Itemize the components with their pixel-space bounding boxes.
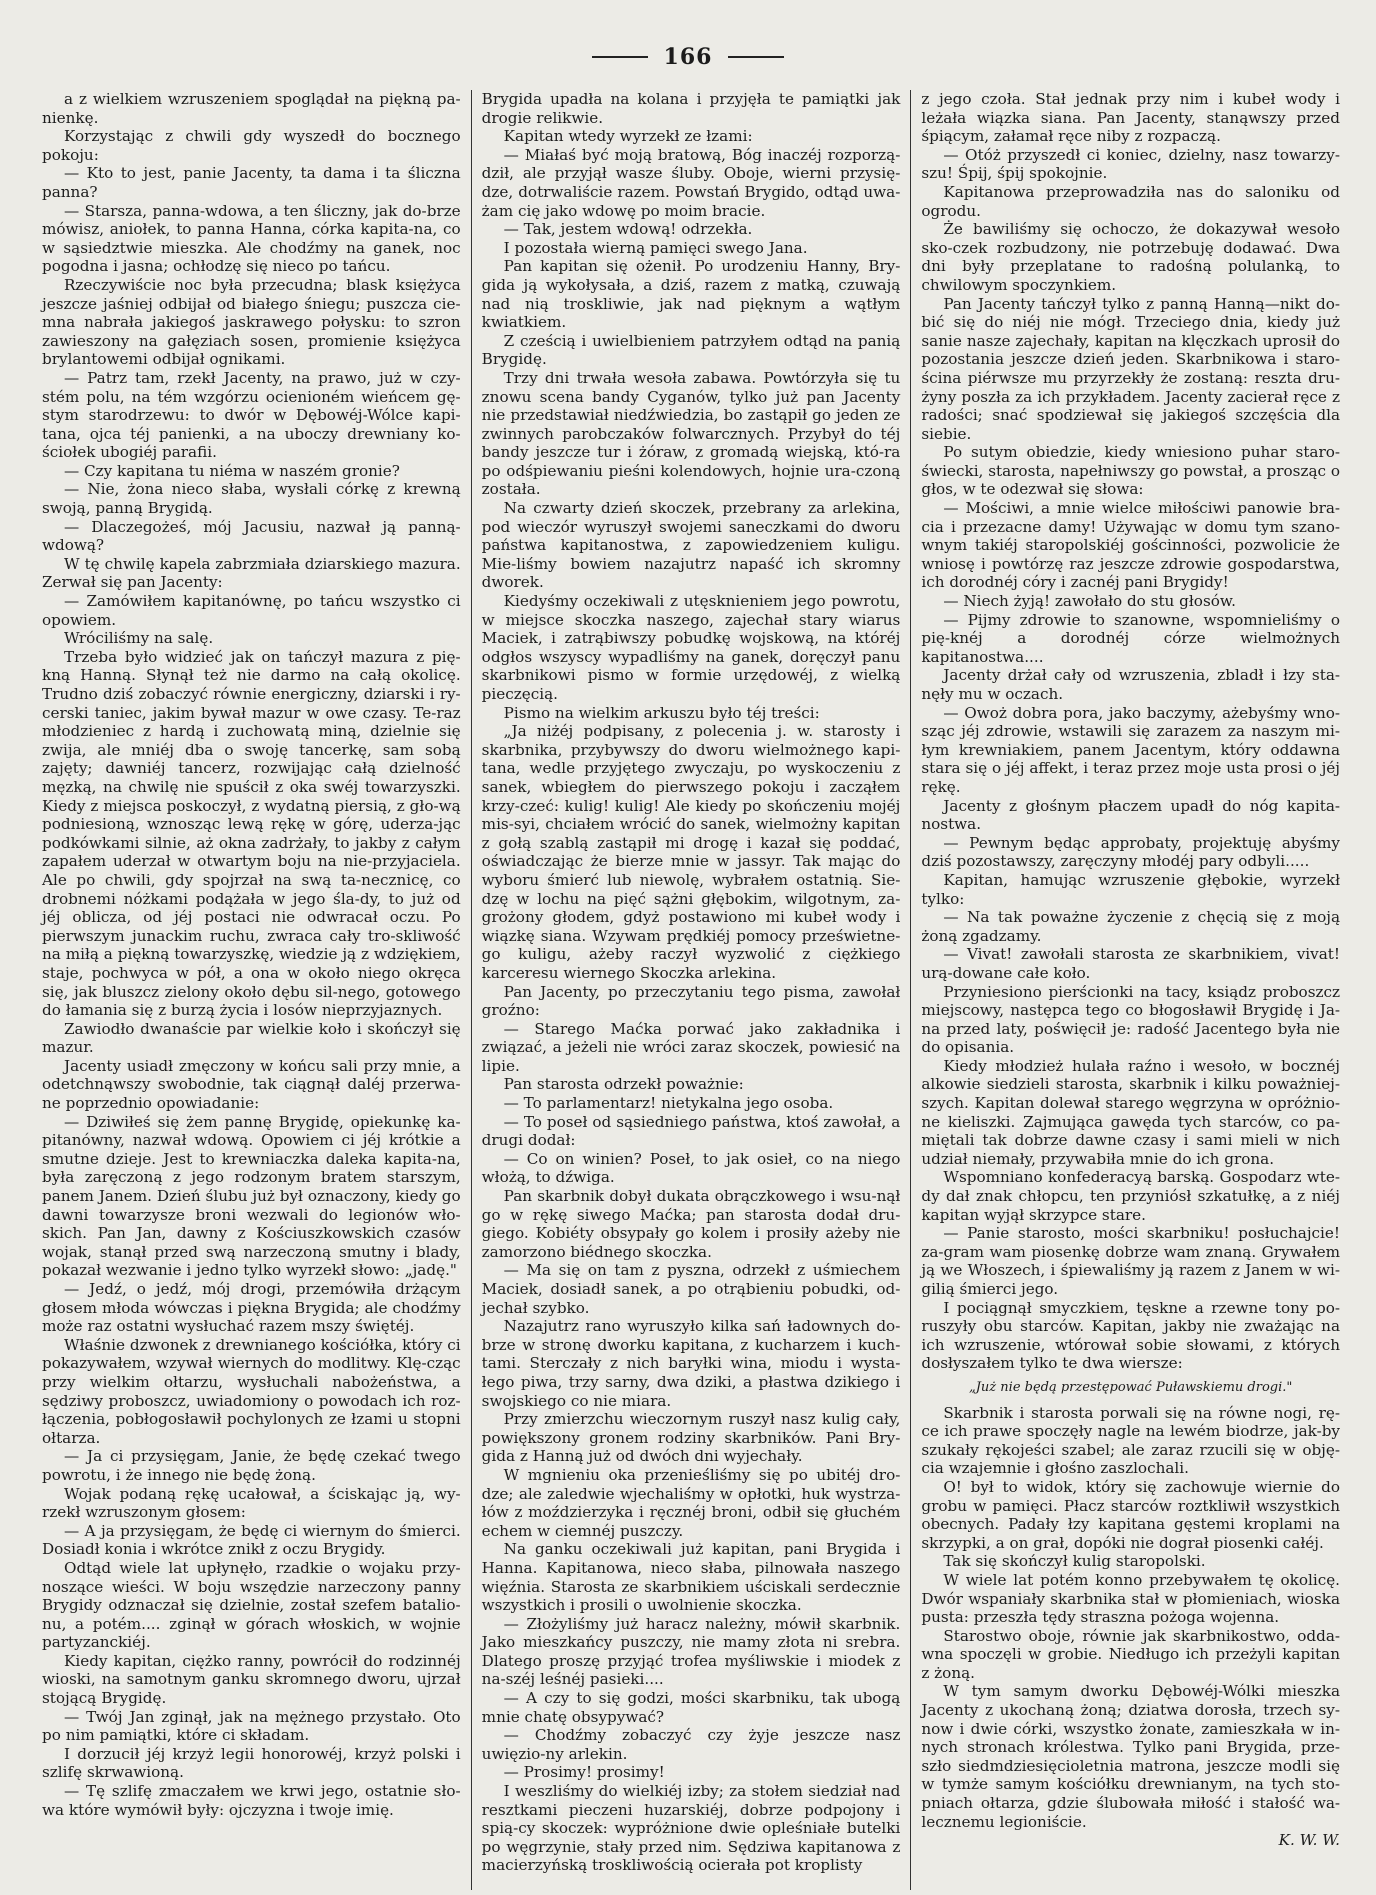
paragraph: — Prosimy! prosimy! (503, 1763, 665, 1782)
paragraph: Kiedy młodzież hulała raźno i wesoło, w bocznéj alkowie siedzieli starosta, skarbnik i kilku poważniej-szych. Kapitan dolewał starego węgrzyna w opróżnio-ne kieliszki. Zajmująca gawęda tych starców, co pa-miętali tak dobrze dawne czasy i sami mieli w nich udział niemały, przywabiła mnie do ich grona. (921, 1056, 1341, 1168)
paragraph: Kapitanowa przeprowadziła nas do saloniku od ogrodu. (921, 182, 1341, 220)
paragraph: — Patrz tam, rzekł Jacenty, na prawo, już w czy-stém polu, na tém wzgórzu ocienioném wieńcem gę-stym starodrzewu: to dwór w Dębowéj-Wólce kapi-tana, ojca téj panienki, a na uboczy drewniany ko-ściołek ubogiéj parafii. (42, 368, 461, 462)
paragraph: W mgnieniu oka przenieśliśmy się po ubitéj dro-dze; ale zaledwie wjechaliśmy w opłotki, huk wystrza-łów z moździerzyka i ręcznéj broni, odbił się głuchém echem w ciemnéj puszczy. (481, 1465, 901, 1540)
paragraph: Że bawiliśmy się ochoczo, że dokazywał wesoło sko-czek rozbudzony, nie potrzebuję dodawać. Dwa dni były przeplatane to radośną polulanką, to chwilowym spoczynkiem. (921, 220, 1341, 294)
paragraph: Wspomniano konfederacyą barską. Gospodarz wte-dy dał znak chłopcu, ten przyniósł szkatułkę, a z niéj kapitan wyjął skrzypce stare. (921, 1168, 1341, 1224)
paragraph: — Owoż dobra pora, jako baczymy, ażebyśmy wno-sząc jéj zdrowie, wstawili się zarazem za naszym mi-łym krewniakiem, panem Jacentym, który oddawna stara się o jéj affekt, i teraz przez moje usta prosi o jéj rękę. (921, 703, 1341, 796)
paragraph: — To parlamentarz! nietykalna jego osoba. (503, 1094, 834, 1113)
paragraph: Trzeba było widzieć jak on tańczył mazura z pię-kną Hanną. Słynął też nie darmo na całą okolicę. Trudno dziś zobaczyć równie energiczny, dziarski i ry-cerski taniec, jakim bywał mazur w owe czasy. Te-raz młodzieniec z hardą i zuchowatą miną, dzielnie się zwija, ale mniéj dba o swoję tancerkę, sam sobą zajęty; dawniéj tancerz, rozwijając całą dzielność męzką, na chwilę nie spuścił z oka swéj towarzyszki. Kiedy z miejsca poskoczył, z wydatną piersią, z gło-wą podniesioną, wznosząc lewą rękę w górę, uderza-jąc podkówkami silnie, aż okna zadrżały, to jakby z całym zapałem uderzał w otwartym boju na nie-przyjaciela. Ale po chwili, gdy spojrzał na swą ta-necznicę, co drobnemi nóżkami podążała w jego śla-dy, to już od jéj oblicza, od jéj postaci nie odwracał oczu. Po pierwszym junackim ruchu, zwraca cały tro-skliwość na miłą a piękną towarzyszkę, wiedzie ją z wdziękiem, staje, pochwyca w pół, a ona w około niego okręca się, jak bluszcz zielony około dębu sil-nego, gotowego do łamania się z burzą życia i losów nieprzyjaznych. (42, 647, 461, 1020)
paragraph: — A ja przysięgam, że będę ci wiernym do śmierci. Dosiadł konia i wkrótce znikł z oczu Brygidy. (42, 1521, 461, 1559)
paragraph: Wróciliśmy na salę. (64, 629, 214, 648)
paragraph: — Mościwi, a mnie wielce miłościwi panowie bra-cia i przezacne damy! Używając w domu tym szano-wnym takiéj staropolskiéj gościnności, pozwolicie że wniosę i powtórzę raz jeszcze zdrowie gospodarstwa, ich dorodnéj córy i zacnéj pani Brygidy! (921, 499, 1341, 592)
paragraph: Jacenty usiadł zmęczony w końcu sali przy mnie, a odetchnąwszy swobodnie, tak ciągnął daléj przerwa-ne poprzednio opowiadanie: (42, 1056, 461, 1113)
paragraph: Pismo na wielkim arkuszu było téj treści: (503, 703, 820, 722)
paragraph: I pociągnął smyczkiem, tęskne a rzewne tony po-ruszyły obu starców. Kapitan, jakby nie zważając na ich wzruszenie, wtórował sobie słowami, z których dosłyszałem tylko te dwa wiersze: (921, 1298, 1341, 1373)
paragraph: Rzeczywiście noc była przecudna; blask księżyca jeszcze jaśniej odbijał od białego śniegu; puszcza cie-mna nabrała jakiegoś jaskrawego połysku: to szron zawieszony na gałęziach sosen, promienie księżyca brylantowemi odbijał ognikami. (42, 275, 461, 369)
paragraph: — Na tak poważne życzenie z chęcią się z moją żoną zgadzamy. (921, 908, 1341, 945)
paragraph: Nazajutrz rano wyruszyło kilka sań ładownych do-brze w stronę dworku kapitana, z kucharzem i kuch-tami. Sterczały z nich baryłki wina, miodu i wysta-łego piwa, trzy sarny, dwa dziki, a płastwa dzikiego i swojskiego co nie miara. (481, 1317, 901, 1410)
paragraph: Pan skarbnik dobył dukata obrączkowego i wsu-nął go w rękę siwego Maćka; pan starosta dodał dru-giego. Kobiéty obsypały go kolem i prosiły ażeby nie zamorzono biédnego skoczka. (481, 1187, 901, 1261)
paragraph: — A czy to się godzi, mości skarbniku, tak ubogą mnie chatę obsypywać? (481, 1689, 901, 1726)
paragraph: Po sutym obiedzie, kiedy wniesiono puhar staro-świecki, starosta, napełniwszy go powstał, a prosząc o głos, w te odezwał się słowa: (921, 443, 1341, 499)
paragraph: Na ganku oczekiwali już kapitan, pani Brygida i Hanna. Kapitanowa, nieco słaba, pilnowała naszego więźnia. Starosta ze skarbnikiem uściskali serdecznie wszystkich i prosili o uwolnienie skoczka. (481, 1540, 901, 1615)
paragraph: Na czwarty dzień skoczek, przebrany za arlekina, pod wieczór wyruszył swojemi saneczkami do dworu państwa kapitanostwa, z zapowiedzeniem kuligu. Mie-liśmy bowiem nazajutrz napaść ich skromny dworek. (481, 499, 901, 592)
paragraph: — Złożyliśmy już haracz należny, mówił skarbnik. Jako mieszkańcy puszczy, nie mamy złota ni srebra. Dlatego proszę przyjąć trofea myśliwskie i miodek z na-széj leśnéj pasieki.... (481, 1614, 901, 1689)
column-2 (471, 90, 911, 1890)
paragraph: Pan starosta odrzekł poważnie: (503, 1075, 744, 1094)
paragraph: Trzy dni trwała wesoła zabawa. Powtórzyła się tu znowu scena bandy Cyganów, tylko już pan Jacenty nie przedstawiał niedźwiedzia, bo zastąpił go jeden ze zwinnych parobczaków folwarcznych. Przybył do téj bandy jeszcze tur i żóraw, z gromadą wiejską, któ-ra po odśpiewaniu pieśni kolendowych, hojnie ura-czoną została. (481, 368, 901, 499)
paragraph: Wojak podaną rękę ucałował, a ściskając ją, wy-rzekł wzruszonym głosem: (42, 1484, 461, 1522)
paragraph: Jacenty drżał cały od wzruszenia, zbladł i łzy sta-nęły mu w oczach. (921, 666, 1341, 703)
paragraph: Jacenty z głośnym płaczem upadł do nóg kapita-nostwa. (921, 796, 1341, 834)
paragraph: Kapitan wtedy wyrzekł ze łzami: (503, 127, 753, 146)
paragraph: Skarbnik i starosta porwali się na równe nogi, rę-ce ich prawe spoczęły nagle na lewém biodrze, jak-by szukały rękojeści szabel; ale zaraz rzucili się w obję-cia wzajemnie i głośno zaszlochali. (921, 1403, 1341, 1478)
paragraph: — Czy kapitana tu niéma w naszém gronie? (64, 461, 400, 480)
paragraph: — Co on winien? Poseł, to jak osieł, co na niego włożą, to dźwiga. (481, 1149, 901, 1187)
paragraph: — Tę szlifę zmaczałem we krwi jego, ostatnie sło-wa które wymówił były: ojczyzna i twoje imię. (42, 1782, 461, 1819)
paragraph: z jego czoła. Stał jednak przy nim i kubeł wody i leżała wiązka siana. Pan Jacenty, stanąwszy przed śpiącym, załamał ręce niby z rozpaczą. (921, 90, 1341, 146)
column-3 (910, 90, 1350, 1890)
paragraph: a z wielkiem wzruszeniem spoglądał na piękną pa-nienkę. (42, 90, 461, 127)
paragraph: Pan Jacenty, po przeczytaniu tego pisma, zawołał groźno: (481, 982, 901, 1020)
paragraph: — Vivat! zawołali starosta ze skarbnikiem, vivat! urą-dowane całe koło. (921, 945, 1341, 982)
paragraph: — Niech żyją! zawołało do stu głosów. (943, 592, 1236, 611)
paragraph: — Chodźmy zobaczyć czy żyje jeszcze nasz uwięzio-ny arlekin. (481, 1726, 901, 1763)
header-rule-right (728, 56, 784, 58)
paragraph: Przy zmierzchu wieczornym ruszył nasz kulig cały, powiększony gronem rodziny skarbników. Pani Bry-gida z Hanną już od dwóch dni wyjechały. (481, 1410, 901, 1466)
paragraph: Odtąd wiele lat upłynęło, rzadkie o wojaku przy-noszące wieści. W boju wszędzie narzeczony panny Brygidy odznaczał się dzielnie, został szefem batalio-nu, a potém.... zginął w górach włoskich, w wojnie partyzanckiéj. (42, 1558, 461, 1652)
paragraph: — Otóż przyszedł ci koniec, dzielny, nasz towarzy-szu! Śpij, śpij spokojnie. (921, 145, 1341, 183)
page-number: 166 (663, 44, 713, 70)
paragraph: Tak się skończył kulig staropolski. (943, 1552, 1206, 1571)
page-header (0, 44, 1376, 70)
paragraph: — To poseł od sąsiedniego państwa, ktoś zawołał, a drugi dodał: (481, 1112, 901, 1150)
paragraph: — Twój Jan zginął, jak na mężnego przystało. Oto po nim pamiątki, które ci składam. (42, 1707, 461, 1745)
paragraph: — Zamówiłem kapitanównę, po tańcu wszystko ci opowiem. (42, 592, 461, 629)
paragraph: Przyniesiono pierścionki na tacy, ksiądz proboszcz miejscowy, następca tego co błogosławił Brygidę i Ja-na przed laty, poświęcił je: radość Jacentego była nie do opisania. (921, 982, 1341, 1057)
paragraph: „Ja niżéj podpisany, z polecenia j. w. starosty i skarbnika, przybywszy do dworu wielmożnego kapi-tana, wedle przyjętego zwyczaju, po wyskoczeniu z sanek, wbiegłem do pierwszego pokoju i zacząłem krzy-czeć: kulig! kulig! Ale kiedy po skończeniu mojéj mis-syi, chciałem wrócić do sanek, wielmożny kapitan z gołą szablą zastąpił mi drogę i kazał się poddać, oświadczając że bierze mnie w jassyr. Tak mając do wyboru śmierć lub niewolę, wybrałem ostatnią. Sie-dzę w lochu na pięć sążni głębokim, wilgotnym, za-grożony głodem, gdyż postawiono mi kubeł wody i wiązkę siana. Wzywam prędkiéj pomocy prześwietne-go kuligu, ażeby raczył wyzwolić z ciężkiego karceresu wiernego Skoczka arlekina. (481, 722, 901, 982)
paragraph: „Już nie będą przestępować Puławskiemu drogi." (968, 1379, 1293, 1395)
paragraph: — Jedź, o jedź, mój drogi, przemówiła drżącym głosem młoda wówczas i piękna Brygida; ale chodźmy może raz ostatni wysłuchać razem mszy świętéj. (42, 1280, 461, 1336)
paragraph: — Tak, jestem wdową! odrzekła. (503, 220, 753, 239)
paragraph: Starostwo oboje, równie jak skarbnikostwo, odda-wna spoczęli w grobie. Niedługo ich przeżyli kapitan z żoną. (921, 1626, 1341, 1682)
paragraph: Kiedy kapitan, ciężko ranny, powrócił do rodzinnéj wioski, na samotnym ganku skromnego dworu, ujrzał stojącą Brygidę. (42, 1651, 461, 1708)
paragraph: W tym samym dworku Dębowéj-Wólki mieszka Jacenty z ukochaną żoną; dziatwa dorosła, trzech sy-now i dwie córki, wszystko żonate, zamieszkała w in-nych stronach królestwa. Tylko pani Brygida, prze-szło siedmdziesięcioletnia matrona, jeszcze modli się w tymże samym kościółku drewnianym, na tych sto-pniach ołtarza, gdzie ślubowała miłość i stałość wa-lecznemu legioniście. (921, 1682, 1341, 1831)
paragraph: — Kto to jest, panie Jacenty, ta dama i ta śliczna panna? (42, 164, 461, 201)
header-rule-left (592, 56, 648, 58)
paragraph: O! był to widok, który się zachowuje wiernie do grobu w pamięci. Płacz starców roztkliwił wszystkich obecnych. Padały łzy kapitana gęstemi kroplami na skrzypki, a on grał, dopóki nie dograł piosenki całéj. (921, 1477, 1341, 1552)
paragraph: — Pijmy zdrowie to szanowne, wspomnieliśmy o pię-knéj a dorodnéj córze wielmożnych kapitanostwa.... (921, 610, 1341, 666)
paragraph: Pan Jacenty tańczył tylko z panną Hanną—nikt do-bić się do niéj nie mógł. Trzeciego dnia, kiedy już sanie nasze zajechały, kapitan na klęczkach uprosił do pozostania jeszcze dzień jeden. Skarbnikowa i staro-ścina piérwsze mu przyrzekły że zostaną: reszta dru-żyny poszła za ich przykładem. Jacenty zacierał ręce z radości; snać spodziewał się jakiegoś szczęścia dla siebie. (921, 294, 1341, 443)
paragraph: Właśnie dzwonek z drewnianego kościółka, który ci pokazywałem, wzywał wiernych do modlitwy. Klę-cząc przy wielkim ołtarzu, wysłuchali nabożeństwa, a sędziwy proboszcz, uwiadomiony o powodach ich roz-łączenia, pobłogosławił pochylonych ze łzami u stopni ołtarza. (42, 1335, 461, 1447)
paragraph: — Dlaczegożeś, mój Jacusiu, nazwał ją panną-wdową? (42, 517, 461, 555)
paragraph: — Dziwiłeś się żem pannę Brygidę, opiekunkę ka-pitanówny, nazwał wdową. Opowiem ci jéj krótkie a smutne dzieje. Jest to krewniaczka daleka kapita-na, była zaręczoną z jego rodzonym bratem starszym, panem Janem. Dzień ślubu już był oznaczony, kiedy go dawni towarzysze broni wezwali do legionów wło-skich. Pan Jan, dawny z Kościuszkowskich czasów wojak, stanął przed swą narzeczoną smutny i blady, pokazał wezwanie i jedno tylko wyrzekł słowo: „jadę." (42, 1112, 461, 1280)
paragraph: — Ma się on tam z pyszna, odrzekł z uśmiechem Maciek, dosiadł sanek, a po otrąbieniu pobudki, od-jechał szybko. (481, 1261, 901, 1317)
paragraph: — Pewnym będąc approbaty, projektuję abyśmy dziś pozostawszy, zaręczyny młodéj pary odbyli..... (921, 833, 1341, 871)
paragraph: W wiele lat potém konno przebywałem tę okolicę. Dwór wspaniały skarbnika stał w płomieniach, wioska pusta: przeszła tędy straszna pożoga wojenna. (921, 1570, 1341, 1627)
paragraph: — Starsza, panna-wdowa, a ten śliczny, jak do-brze mówisz, aniołek, to panna Hanna, córka kapita-na, co w sąsiedztwie mieszka. Ale chodźmy na ganek, noc pogodna i jasna; ochłodzę się nieco po tańcu. (42, 201, 461, 276)
paragraph: I dorzucił jéj krzyż legii honorowéj, krzyż polski i szlifę skrwawioną. (42, 1744, 461, 1782)
paragraph: — Starego Maćka porwać jako zakładnika i związać, a jeżeli nie wróci zaraz skoczek, powiesić na lipie. (481, 1019, 901, 1075)
paragraph: — Panie starosto, mości skarbniku! posłuchajcie! za-gram wam piosenkę dobrze wam znaną. Grywałem ją we Włoszech, i śpiewaliśmy ją razem z Janem w wi-gilią śmierci jego. (921, 1224, 1341, 1298)
paragraph: — Nie, żona nieco słaba, wysłali córkę z krewną swoją, panną Brygidą. (42, 480, 461, 518)
paragraph: — Miałaś być moją bratową, Bóg inaczéj rozporzą-dził, ale przyjął wasze śluby. Oboje, wierni przysię-dze, dotrwaliście razem. Powstań Brygido, odtąd uwa-żam cię jako wdowę po moim bracie. (481, 145, 901, 220)
paragraph: Kiedyśmy oczekiwali z utęsknieniem jego powrotu, w miejsce skoczka naszego, zajechał stary wiarus Maciek, i zatrąbiwszy pobudkę wojskową, na któréj odgłos wszyscy wypadliśmy na ganek, doręczył panu skarbnikowi pismo w formie urzędowéj, z wielką pieczęcią. (481, 592, 901, 703)
paragraph: I weszliśmy do wielkiéj izby; za stołem siedział nad resztkami pieczeni huzarskiéj, dobrze podpojony i spią-cy skoczek: wypróżnione dwie opleśniałe butelki po węgrzynie, stały przed nim. Sędziwa kapitanowa z macierzyńską troskliwością ocierała pot kroplisty (481, 1782, 901, 1875)
paragraph: Korzystając z chwili gdy wyszedł do bocznego pokoju: (42, 127, 461, 164)
paragraph: I pozostała wierną pamięci swego Jana. (503, 238, 808, 257)
paragraph: Zawiodło dwanaście par wielkie koło i skończył się mazur. (42, 1019, 461, 1057)
paragraph: W tę chwilę kapela zabrzmiała dziarskiego mazura. Zerwał się pan Jacenty: (42, 554, 461, 592)
paragraph: Pan kapitan się ożenił. Po urodzeniu Hanny, Bry-gida ją wykołysała, a dziś, razem z matką, czuwają nad nią troskliwie, jak nad pięknym a wątłym kwiatkiem. (481, 257, 901, 332)
paragraph: Z cześcią i uwielbieniem patrzyłem odtąd na panią Brygidę. (481, 331, 901, 369)
paragraph: — Ja ci przysięgam, Janie, że będę czekać twego powrotu, i że innego nie będę żoną. (42, 1447, 461, 1484)
author-signature: K. W. W. (1278, 1831, 1341, 1850)
paragraph: Brygida upadła na kolana i przyjęła te pamiątki jak drogie relikwie. (481, 90, 901, 127)
column-1 (32, 90, 471, 1890)
text-columns (32, 90, 1350, 1890)
paragraph: Kapitan, hamując wzruszenie głębokie, wyrzekł tylko: (921, 870, 1341, 908)
